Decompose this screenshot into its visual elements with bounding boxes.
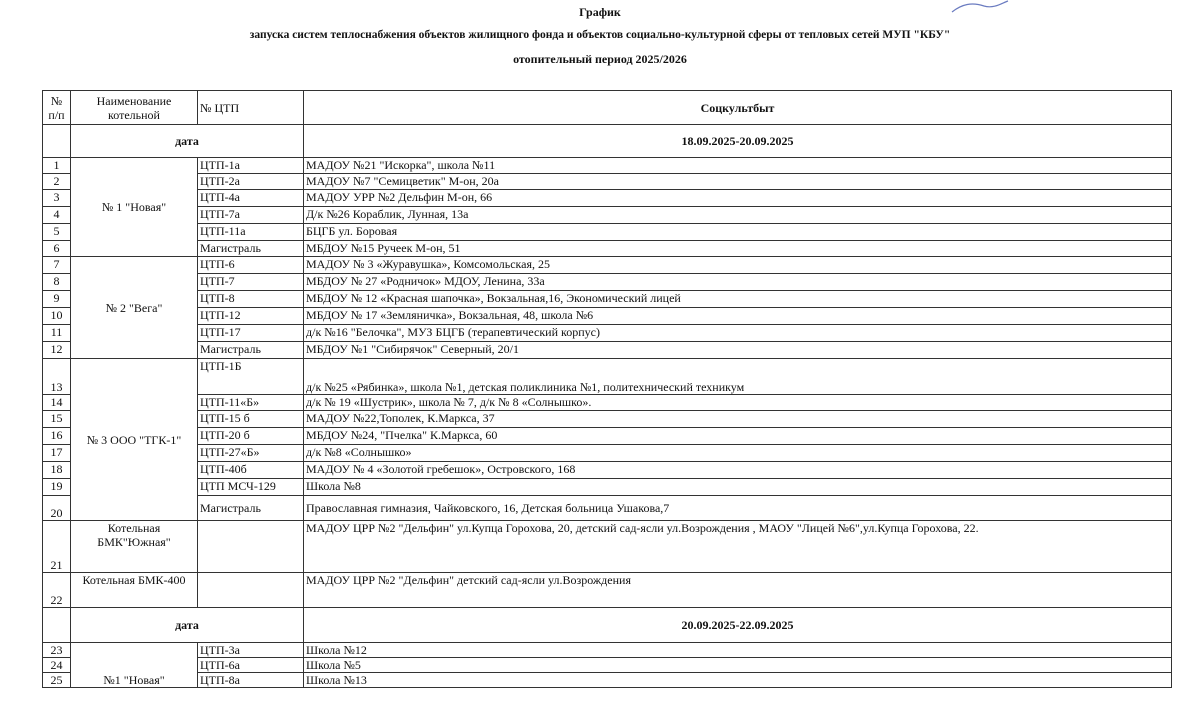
table-row — [43, 496, 1172, 521]
object-cell: МАДОУ УРР №2 Дельфин М-он, 66 — [304, 190, 1172, 207]
date-row — [43, 125, 1172, 158]
row-number: 19 — [43, 479, 71, 496]
signature-mark — [950, 0, 1010, 14]
ctp-cell: ЦТП-11а — [198, 224, 304, 241]
row-number: 20 — [43, 496, 71, 521]
object-cell: МАДОУ ЦРР №2 "Дельфин" ул.Купца Горохова, 20, детский сад-ясли ул.Возрождения , МАОУ "Лицей №6",ул.Купца Горохова, 22. — [304, 521, 1172, 573]
table-row — [43, 359, 1172, 395]
row-number: 23 — [43, 643, 71, 658]
object-cell: МАДОУ №7 "Семицветик" М-он, 20а — [304, 174, 1172, 190]
ctp-cell: ЦТП-8 — [198, 291, 304, 308]
table-row — [43, 224, 1172, 241]
table-row — [43, 462, 1172, 479]
date-range: 18.09.2025-20.09.2025 — [304, 125, 1172, 158]
row-number: 2 — [43, 174, 71, 190]
object-cell: д/к №25 «Рябинка», школа №1, детская поликлиника №1, политехнический техникум — [304, 359, 1172, 395]
row-number: 9 — [43, 291, 71, 308]
table-row — [43, 291, 1172, 308]
table-row — [43, 643, 1172, 658]
date-label: дата — [71, 125, 304, 158]
object-cell: МБДОУ № 17 «Земляничка», Вокзальная, 48, школа №6 — [304, 308, 1172, 325]
row-number: 8 — [43, 274, 71, 291]
boiler-name: Котельная БМК-400 — [71, 573, 198, 608]
table-row — [43, 428, 1172, 445]
object-cell: МАДОУ ЦРР №2 "Дельфин" детский сад-ясли ул.Возрождения — [304, 573, 1172, 608]
table-row — [43, 479, 1172, 496]
row-number: 18 — [43, 462, 71, 479]
ctp-cell: ЦТП-20 б — [198, 428, 304, 445]
row-number: 25 — [43, 673, 71, 688]
date-label: дата — [71, 608, 304, 643]
row-number: 15 — [43, 411, 71, 428]
ctp-cell — [198, 521, 304, 573]
table-row — [43, 207, 1172, 224]
boiler-name: № 2 "Вега" — [71, 257, 198, 359]
object-cell: МБДОУ №24, "Пчелка" К.Маркса, 60 — [304, 428, 1172, 445]
table-row — [43, 573, 1172, 608]
row-number: 12 — [43, 342, 71, 359]
col-header-ctp: № ЦТП — [198, 91, 304, 125]
table-row — [43, 395, 1172, 411]
row-number: 4 — [43, 207, 71, 224]
table-row — [43, 190, 1172, 207]
row-number: 17 — [43, 445, 71, 462]
object-cell: БЦГБ ул. Боровая — [304, 224, 1172, 241]
ctp-cell: ЦТП-15 б — [198, 411, 304, 428]
table-row — [43, 521, 1172, 573]
row-number: 7 — [43, 257, 71, 274]
row-number: 1 — [43, 158, 71, 174]
ctp-cell: ЦТП-6 — [198, 257, 304, 274]
table-row — [43, 342, 1172, 359]
ctp-cell: ЦТП-8а — [198, 673, 304, 688]
table-row — [43, 174, 1172, 190]
boiler-name: Котельная БМК"Южная" — [71, 521, 198, 573]
object-cell: Школа №13 — [304, 673, 1172, 688]
ctp-cell: ЦТП-7 — [198, 274, 304, 291]
row-number: 5 — [43, 224, 71, 241]
heating-period: отопительный период 2025/2026 — [513, 52, 687, 66]
document-title: График — [579, 5, 621, 19]
object-cell: МАДОУ №22,Тополек, К.Маркса, 37 — [304, 411, 1172, 428]
object-cell: МБДОУ № 27 «Родничок» МДОУ, Ленина, 33а — [304, 274, 1172, 291]
ctp-cell: Магистраль — [198, 496, 304, 521]
ctp-cell: ЦТП-1а — [198, 158, 304, 174]
table-row — [43, 308, 1172, 325]
row-number: 3 — [43, 190, 71, 207]
object-cell: Д/к №26 Кораблик, Лунная, 13а — [304, 207, 1172, 224]
object-cell: МБДОУ №15 Ручеек М-он, 51 — [304, 241, 1172, 257]
row-number: 11 — [43, 325, 71, 342]
table-row — [43, 158, 1172, 174]
row-number: 24 — [43, 658, 71, 673]
boiler-name: №1 "Новая" — [71, 643, 198, 688]
document-subtitle: запуска систем теплоснабжения объектов жилищного фонда и объектов социально-культурной сферы от тепловых сетей МУП "КБУ" — [249, 29, 951, 41]
table-row — [43, 445, 1172, 462]
table-row — [43, 274, 1172, 291]
table-row — [43, 673, 1172, 688]
row-number: 13 — [43, 359, 71, 395]
object-cell: Православная гимназия, Чайковского, 16, Детская больница Ушакова,7 — [304, 496, 1172, 521]
object-cell: Школа №12 — [304, 643, 1172, 658]
ctp-cell: ЦТП-11«Б» — [198, 395, 304, 411]
ctp-cell — [198, 573, 304, 608]
ctp-cell: ЦТП-12 — [198, 308, 304, 325]
table-row — [43, 241, 1172, 257]
ctp-cell: ЦТП-7а — [198, 207, 304, 224]
object-cell: д/к №16 "Белочка", МУЗ БЦГБ (терапевтический корпус) — [304, 325, 1172, 342]
boiler-name: № 1 "Новая" — [71, 158, 198, 257]
table-row — [43, 257, 1172, 274]
object-cell: МАДОУ №21 "Искорка", школа №11 — [304, 158, 1172, 174]
table-row — [43, 325, 1172, 342]
ctp-cell: ЦТП-4а — [198, 190, 304, 207]
ctp-cell: Магистраль — [198, 241, 304, 257]
col-header-boiler: Наименование котельной — [71, 91, 198, 125]
ctp-cell: ЦТП-3а — [198, 643, 304, 658]
ctp-cell: ЦТП-40б — [198, 462, 304, 479]
object-cell: д/к №8 «Солнышко» — [304, 445, 1172, 462]
ctp-cell: Магистраль — [198, 342, 304, 359]
table-row — [43, 658, 1172, 673]
ctp-cell: ЦТП-17 — [198, 325, 304, 342]
object-cell: МБДОУ №1 "Сибирячок" Северный, 20/1 — [304, 342, 1172, 359]
ctp-cell: ЦТП-27«Б» — [198, 445, 304, 462]
row-number: 14 — [43, 395, 71, 411]
date-row — [43, 608, 1172, 643]
date-range: 20.09.2025-22.09.2025 — [304, 608, 1172, 643]
table-row — [43, 411, 1172, 428]
ctp-cell: ЦТП-2а — [198, 174, 304, 190]
ctp-cell: ЦТП-1Б — [198, 359, 304, 395]
boiler-name: № 3 ООО "ТГК-1" — [71, 359, 198, 521]
heating-schedule-table — [42, 90, 1172, 688]
ctp-cell: ЦТП МСЧ-129 — [198, 479, 304, 496]
col-header-number: № п/п — [43, 91, 71, 125]
object-cell: МАДОУ № 3 «Журавушка», Комсомольская, 25 — [304, 257, 1172, 274]
col-header-social: Соцкультбыт — [304, 91, 1172, 125]
row-number: 22 — [43, 573, 71, 608]
object-cell: МБДОУ № 12 «Красная шапочка», Вокзальная,16, Экономический лицей — [304, 291, 1172, 308]
row-number: 21 — [43, 521, 71, 573]
object-cell: МАДОУ № 4 «Золотой гребешок», Островского, 168 — [304, 462, 1172, 479]
object-cell: д/к № 19 «Шустрик», школа № 7, д/к № 8 «Солнышко». — [304, 395, 1172, 411]
row-number: 16 — [43, 428, 71, 445]
row-number: 6 — [43, 241, 71, 257]
object-cell: Школа №5 — [304, 658, 1172, 673]
object-cell: Школа №8 — [304, 479, 1172, 496]
ctp-cell: ЦТП-6а — [198, 658, 304, 673]
table-header-row — [43, 91, 1172, 125]
row-number: 10 — [43, 308, 71, 325]
